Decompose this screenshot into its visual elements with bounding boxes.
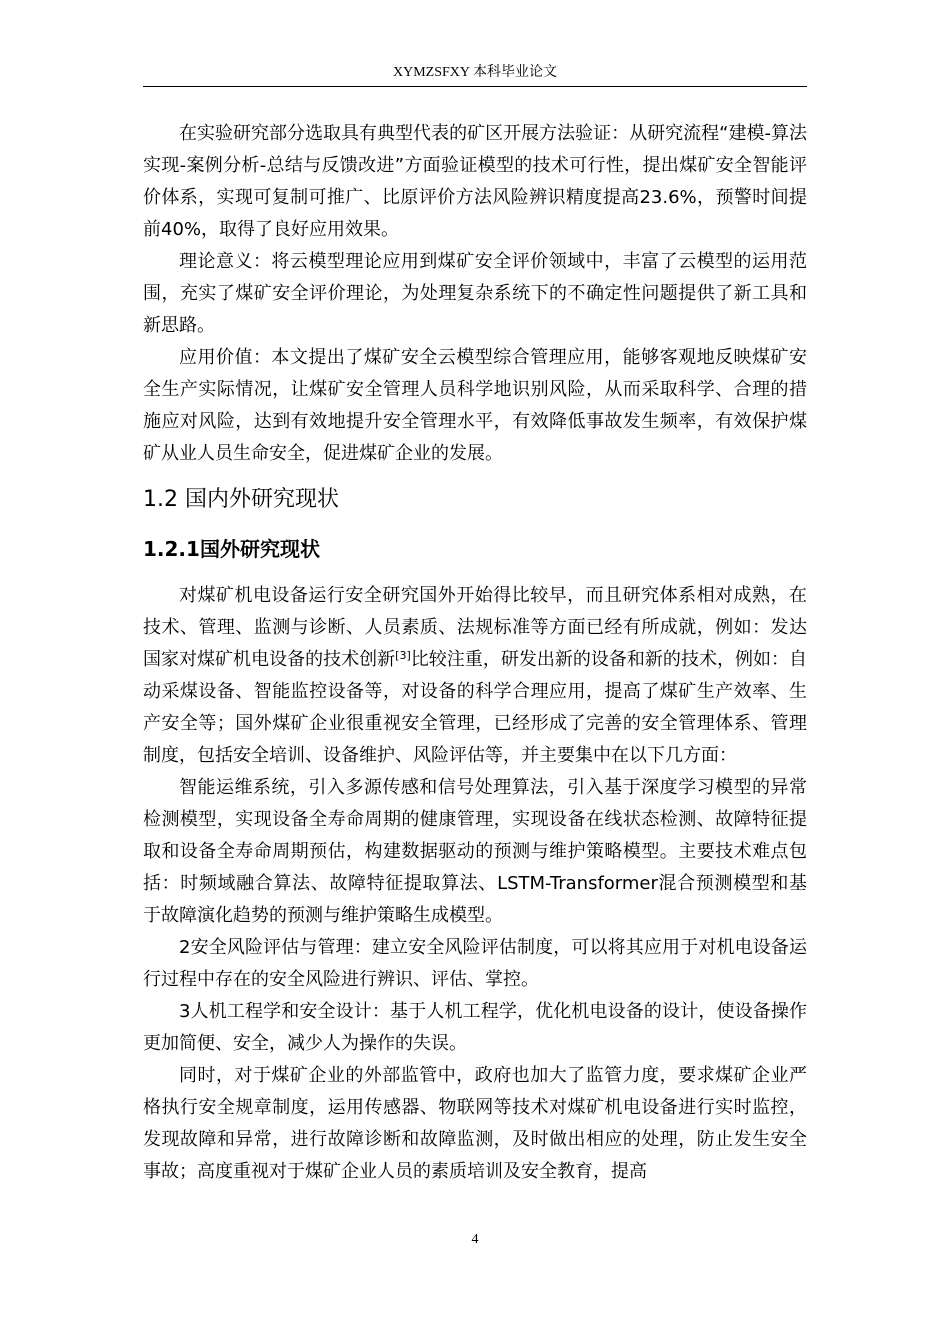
page-number: 4 bbox=[471, 1232, 479, 1247]
paragraph-method-validation: 在实验研究部分选取具有典型代表的矿区开展方法验证：从研究流程“建模-算法实现-案例分析-总结与反馈改进”方面验证模型的技术可行性，提出煤矿安全智能评价体系，实现可复制可推广、比原评价方法风险辨识精度提高23.6%，预警时间提前40%，取得了良好应用效果。 bbox=[143, 123, 807, 240]
body-text-bottom bbox=[143, 580, 807, 1188]
paragraph-text: 对煤矿机电设备运行安全研究国外开始得比较早，而且研究体系相对成熟，在技术、管理、监测与诊断、人员素质、法规标准等方面已经有所成就，例如：发达国家对煤矿机电设备的技术创新 bbox=[143, 585, 807, 670]
paragraph-theoretical-significance: 理论意义：将云模型理论应用到煤矿安全评价领域中，丰富了云模型的运用范围，充实了煤矿安全评价理论，为处理复杂系统下的不确定性问题提供了新工具和新思路。 bbox=[143, 251, 807, 336]
paragraph-text: 比较注重，研发出新的设备和新的技术，例如：自动采煤设备、智能监控设备等，对设备的科学合理应用，提高了煤矿生产效率、生产安全等；国外煤矿企业很重视安全管理，已经形成了完善的安全管理体系、管理制度，包括安全培训、设备维护、风险评估等，并主要集中在以下几方面： bbox=[143, 649, 808, 766]
citation-ref: [3] bbox=[395, 649, 411, 662]
subsection-heading: 1.2.1国外研究现状 bbox=[143, 537, 320, 561]
paragraph-foreign-research bbox=[143, 580, 807, 772]
paragraph-risk-assessment: 2安全风险评估与管理：建立安全风险评估制度，可以将其应用于对机电设备运行过程中存在的安全风险进行辨识、评估、掌控。 bbox=[143, 937, 807, 990]
header-rule bbox=[143, 86, 807, 87]
paragraph-application-value: 应用价值：本文提出了煤矿安全云模型综合管理应用，能够客观地反映煤矿安全生产实际情况，让煤矿安全管理人员科学地识别风险，从而采取科学、合理的措施应对风险，达到有效地提升安全管理水平，有效降低事故发生频率，有效保护煤矿从业人员生命安全，促进煤矿企业的发展。 bbox=[143, 347, 807, 464]
paragraph-supervision: 同时，对于煤矿企业的外部监管中，政府也加大了监管力度，要求煤矿企业严格执行安全规章制度，运用传感器、物联网等技术对煤矿机电设备进行实时监控，发现故障和异常，进行故障诊断和故障监测，及时做出相应的处理，防止发生安全事故；高度重视对于煤矿企业人员的素质培训及安全教育，提高 bbox=[143, 1065, 807, 1182]
paragraph-smart-maintenance: 智能运维系统，引入多源传感和信号处理算法，引入基于深度学习模型的异常检测模型，实现设备全寿命周期的健康管理，实现设备在线状态检测、故障特征提取和设备全寿命周期预估，构建数据驱动的预测与维护策略模型。主要技术难点包括：时频域融合算法、故障特征提取算法、LSTM-Transformer混合预测模型和基于故障演化趋势的预测与维护策略生成模型。 bbox=[143, 777, 807, 926]
paragraph-ergonomics: 3人机工程学和安全设计：基于人机工程学，优化机电设备的设计，使设备操作更加简便、安全，减少人为操作的失误。 bbox=[143, 1001, 807, 1054]
body-text-top bbox=[143, 118, 807, 470]
running-header: XYMZSFXY 本科毕业论文 bbox=[393, 65, 557, 80]
section-heading: 1.2 国内外研究现状 bbox=[143, 487, 339, 512]
